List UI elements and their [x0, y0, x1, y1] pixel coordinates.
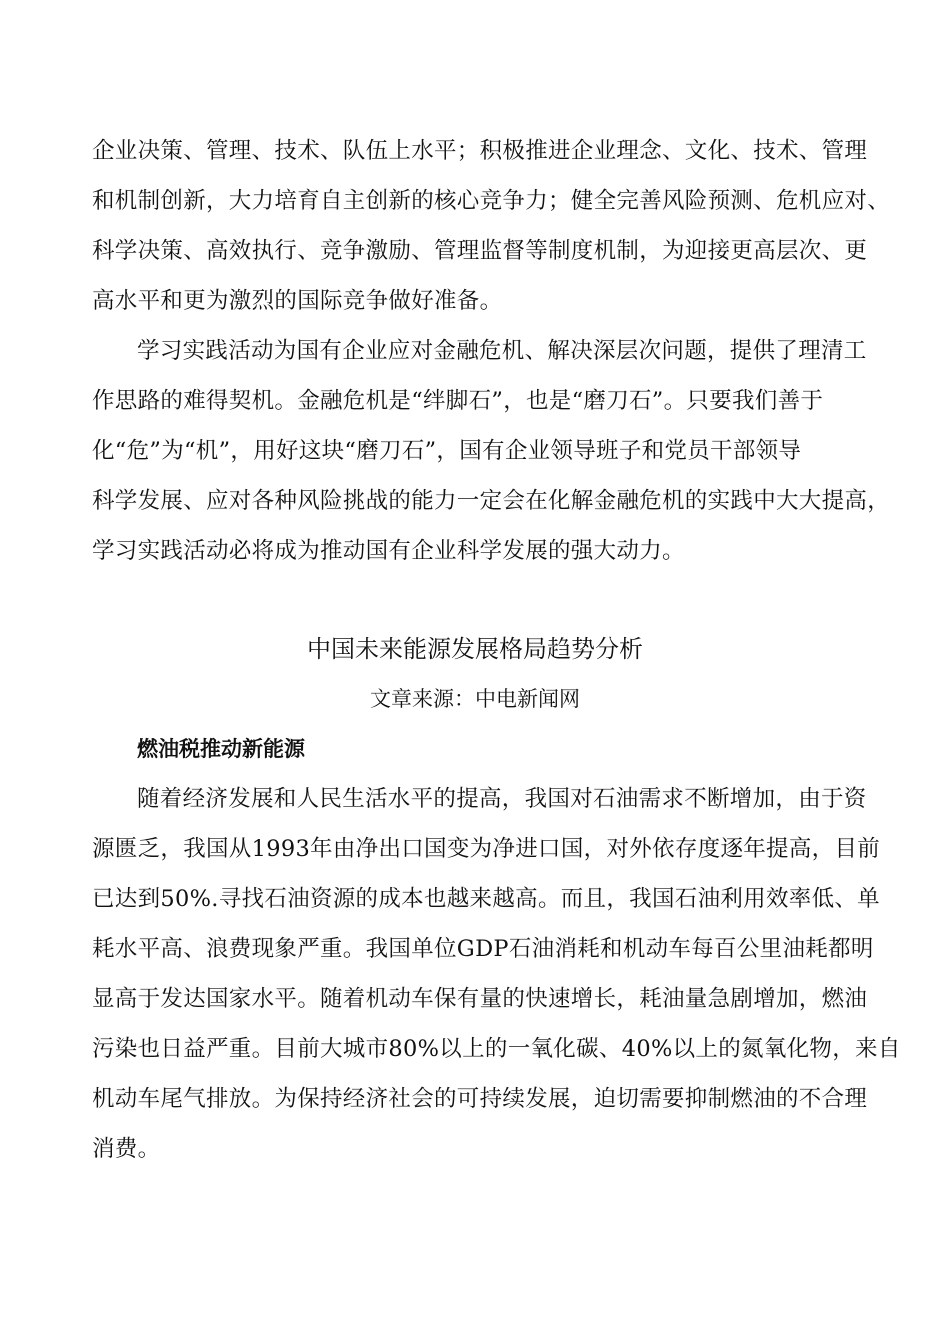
article-line: 耗水平高、浪费现象严重。我国单位GDP石油消耗和机动车每百公里油耗都明 [92, 936, 874, 962]
article-line: 随着经济发展和人民生活水平的提高，我国对石油需求不断增加，由于资 [137, 786, 867, 812]
paragraph-1-line: 科学决策、高效执行、竞争激励、管理监督等制度机制，为迎接更高层次、更 [92, 238, 868, 264]
paragraph-2-line: 化“危”为“机”，用好这块“磨刀石”，国有企业领导班子和党员干部领导 [92, 438, 802, 464]
paragraph-2-line: 科学发展、应对各种风险挑战的能力一定会在化解金融危机的实践中大大提高， [92, 488, 891, 514]
paragraph-2-line: 学习实践活动为国有企业应对金融危机、解决深层次问题，提供了理清工 [137, 338, 867, 364]
article-line: 已达到50%.寻找石油资源的成本也越来越高。而且，我国石油利用效率低、单 [92, 886, 880, 912]
paragraph-1-line: 企业决策、管理、技术、队伍上水平；积极推进企业理念、文化、技术、管理 [92, 138, 868, 164]
paragraph-1-line: 高水平和更为激烈的国际竞争做好准备。 [92, 288, 503, 314]
article-source: 文章来源：中电新闻网 [370, 687, 580, 711]
section-subheading: 燃油税推动新能源 [137, 737, 305, 761]
article-title: 中国未来能源发展格局趋势分析 [307, 635, 643, 663]
paragraph-1-line: 和机制创新，大力培育自主创新的核心竞争力；健全完善风险预测、危机应对、 [92, 188, 891, 214]
article-line: 机动车尾气排放。为保持经济社会的可持续发展，迫切需要抑制燃油的不合理 [92, 1086, 868, 1112]
article-line: 消费。 [92, 1136, 161, 1162]
article-line: 显高于发达国家水平。随着机动车保有量的快速增长，耗油量急剧增加，燃油 [92, 986, 868, 1012]
paragraph-2-line: 作思路的难得契机。金融危机是“绊脚石”，也是“磨刀石”。只要我们善于 [92, 388, 824, 414]
article-line: 源匮乏，我国从1993年由净出口国变为净进口国，对外依存度逐年提高，目前 [92, 836, 881, 862]
article-line: 污染也日益严重。目前大城市80%以上的一氧化碳、40%以上的氮氧化物，来自 [92, 1036, 901, 1062]
paragraph-2-line: 学习实践活动必将成为推动国有企业科学发展的强大动力。 [92, 538, 685, 564]
